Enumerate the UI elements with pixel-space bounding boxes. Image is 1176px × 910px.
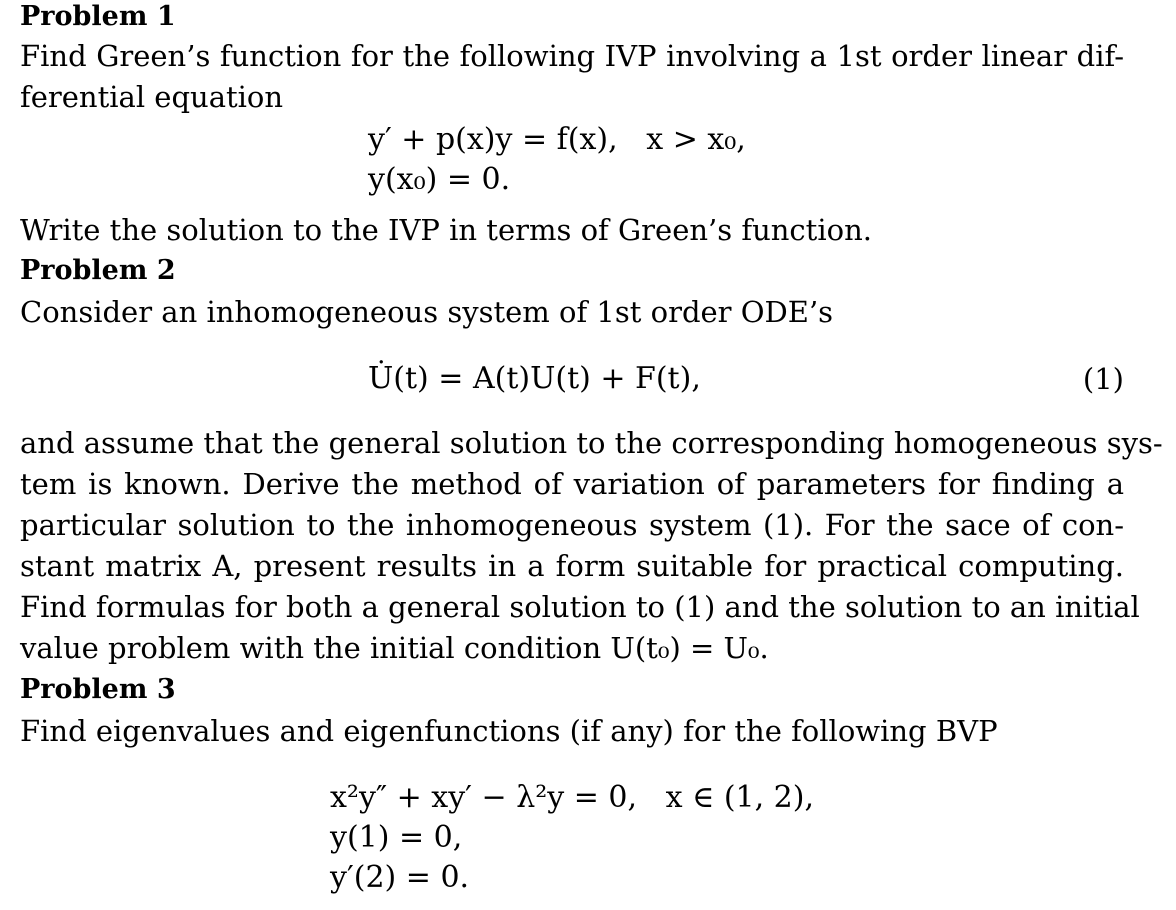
problem-2-body-line-1: and assume that the general solution to the corresponding homogeneous sys-	[20, 426, 1163, 460]
problem-1-intro-line-1: Find Green’s function for the following IVP involving a 1st order linear dif-	[20, 39, 1124, 73]
problem-3-boundary-condition-2: y′(2) = 0.	[330, 860, 470, 895]
problem-1-equation-ode: y′ + p(x)y = f(x), x > x₀,	[368, 122, 746, 157]
problem-2-intro: Consider an inhomogeneous system of 1st order ODE’s	[20, 295, 834, 329]
problem-2-body-line-4: stant matrix A, present results in a form suitable for practical computing.	[20, 549, 1124, 583]
problem-2-body-line-5: Find formulas for both a general solution to (1) and the solution to an initial	[20, 590, 1140, 624]
problem-2-body-line-6: value problem with the initial condition U(t₀) = U₀.	[20, 631, 769, 665]
problem-3-heading: Problem 3	[20, 674, 176, 705]
problem-2-heading: Problem 2	[20, 255, 176, 286]
problem-3-equation-ode: x²y″ + xy′ − λ²y = 0, x ∈ (1, 2),	[330, 780, 815, 815]
problem-1-equation-initial-condition: y(x₀) = 0.	[368, 162, 511, 197]
problem-2-body-line-3: particular solution to the inhomogeneous system (1). For the sace of con-	[20, 508, 1124, 542]
problem-2-equation: U̇(t) = A(t)U(t) + F(t),	[368, 361, 701, 396]
problem-3-boundary-condition-1: y(1) = 0,	[330, 820, 463, 855]
equation-number: (1)	[1082, 362, 1124, 396]
problem-1-heading: Problem 1	[20, 1, 176, 32]
problem-2-body-line-2: tem is known. Derive the method of variation of parameters for finding a	[20, 467, 1124, 501]
problem-3-intro: Find eigenvalues and eigenfunctions (if any) for the following BVP	[20, 714, 998, 748]
problem-1-intro-line-2: ferential equation	[20, 80, 284, 114]
problem-1-closing: Write the solution to the IVP in terms of Green’s function.	[20, 213, 872, 247]
